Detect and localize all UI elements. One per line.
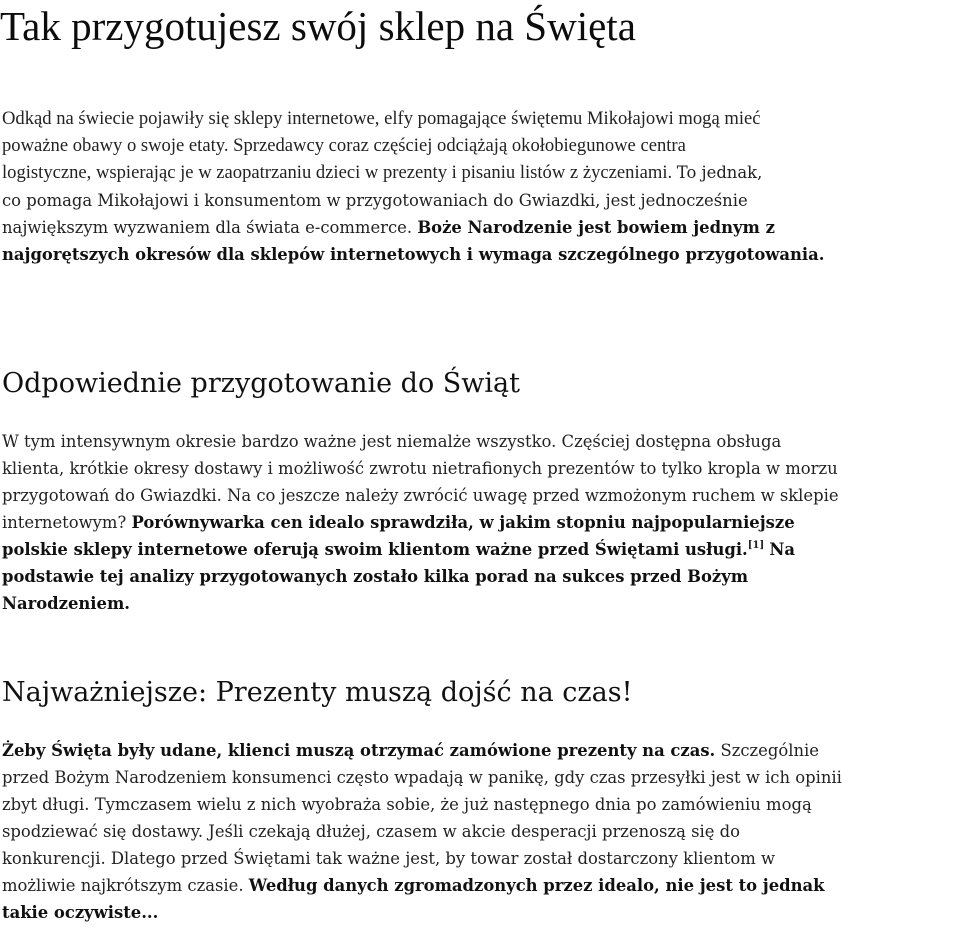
- intro-emphasis: Boże Narodzenie jest bowiem jednym z: [417, 217, 775, 237]
- paragraph-line: [2, 590, 960, 617]
- footnote-link[interactable]: [1]: [747, 540, 765, 551]
- paragraph-line: [2, 536, 960, 563]
- paragraph-emphasis: polskie sklepy internetowe oferują swoim klientom ważne przed Świętami usługi.: [2, 540, 748, 559]
- paragraph-emphasis: Na: [769, 540, 796, 559]
- intro-paragraph: [2, 105, 954, 268]
- intro-line: poważne obawy o swoje etaty. Sprzedawcy coraz częściej odciążają okołobiegunowe centra: [2, 135, 686, 157]
- section-paragraph-preparation: [2, 428, 960, 617]
- intro-line: co pomaga Mikołajowi i konsumentom w przygotowaniach do Gwiazdki, jest jednocześnie: [2, 190, 748, 210]
- paragraph-text: Szczególnie: [720, 741, 819, 760]
- intro-text: To jednak,: [676, 163, 763, 183]
- paragraph-emphasis: Żeby Święta były udane, klienci muszą otrzymać zamówione prezenty na czas.: [2, 741, 716, 760]
- section-heading-preparation: Odpowiednie przygotowanie do Świąt: [2, 368, 520, 399]
- intro-line: Odkąd na świecie pojawiły się sklepy internetowe, elfy pomagające świętemu Mikołajowi mogą mieć: [2, 108, 761, 129]
- paragraph-emphasis: Porównywarka cen idealo sprawdziła, w jakim stopniu najpopularniejsze: [131, 513, 795, 532]
- section-heading-delivery: Najważniejsze: Prezenty muszą dojść na czas!: [2, 677, 633, 708]
- paragraph-line: klienta, krótkie okresy dostawy i możliwość zwrotu nietrafionych prezentów to tylko kropla w morzu: [2, 459, 838, 478]
- paragraph-line: W tym intensywnym okresie bardzo ważne jest niemalże wszystko. Częściej dostępna obsługa: [2, 432, 782, 451]
- paragraph-line: [2, 563, 960, 590]
- paragraph-emphasis: takie oczywiste...: [2, 903, 159, 922]
- paragraph-line: przed Bożym Narodzeniem konsumenci często wpadają w panikę, gdy czas przesyłki jest w ich opinii: [2, 768, 842, 787]
- paragraph-line: [2, 899, 960, 926]
- paragraph-emphasis: Według danych zgromadzonych przez idealo, nie jest to jednak: [248, 876, 825, 895]
- paragraph-line: spodziewać się dostawy. Jeśli czekają dłużej, czasem w akcie desperacji przenoszą się do: [2, 822, 741, 841]
- intro-emphasis: najgorętszych okresów dla sklepów internetowych i wymaga szczególnego przygotowania.: [2, 245, 825, 265]
- article-title: Tak przygotujesz swój sklep na Święta: [0, 3, 636, 49]
- intro-line: [2, 241, 954, 268]
- paragraph-line: [2, 737, 960, 764]
- paragraph-text: możliwie najkrótszym czasie.: [2, 876, 244, 895]
- paragraph-line: [2, 509, 960, 536]
- intro-line: [2, 159, 954, 186]
- paragraph-emphasis: Narodzeniem.: [2, 594, 130, 613]
- paragraph-text: internetowym?: [2, 513, 127, 532]
- intro-text: największym wyzwaniem dla świata e-commerce.: [2, 217, 413, 237]
- paragraph-line: przygotowań do Gwiazdki. Na co jeszcze należy zwrócić uwagę przed wzmożonym ruchem w sklepie: [2, 486, 839, 505]
- paragraph-emphasis: podstawie tej analizy przygotowanych zostało kilka porad na sukces przed Bożym: [2, 567, 749, 586]
- intro-line: [2, 214, 954, 241]
- section-paragraph-delivery: [2, 737, 960, 926]
- paragraph-line: zbyt długi. Tymczasem wielu z nich wyobraża sobie, że już następnego dnia po zamówieniu mogą: [2, 795, 812, 814]
- paragraph-line: [2, 872, 960, 899]
- intro-text: logistyczne, wspierając je w zaopatrzaniu dzieci w prezenty i pisaniu listów z życzeniami.: [2, 162, 673, 184]
- paragraph-line: konkurencji. Dlatego przed Świętami tak ważne jest, by towar został dostarczony klientom w: [2, 849, 776, 868]
